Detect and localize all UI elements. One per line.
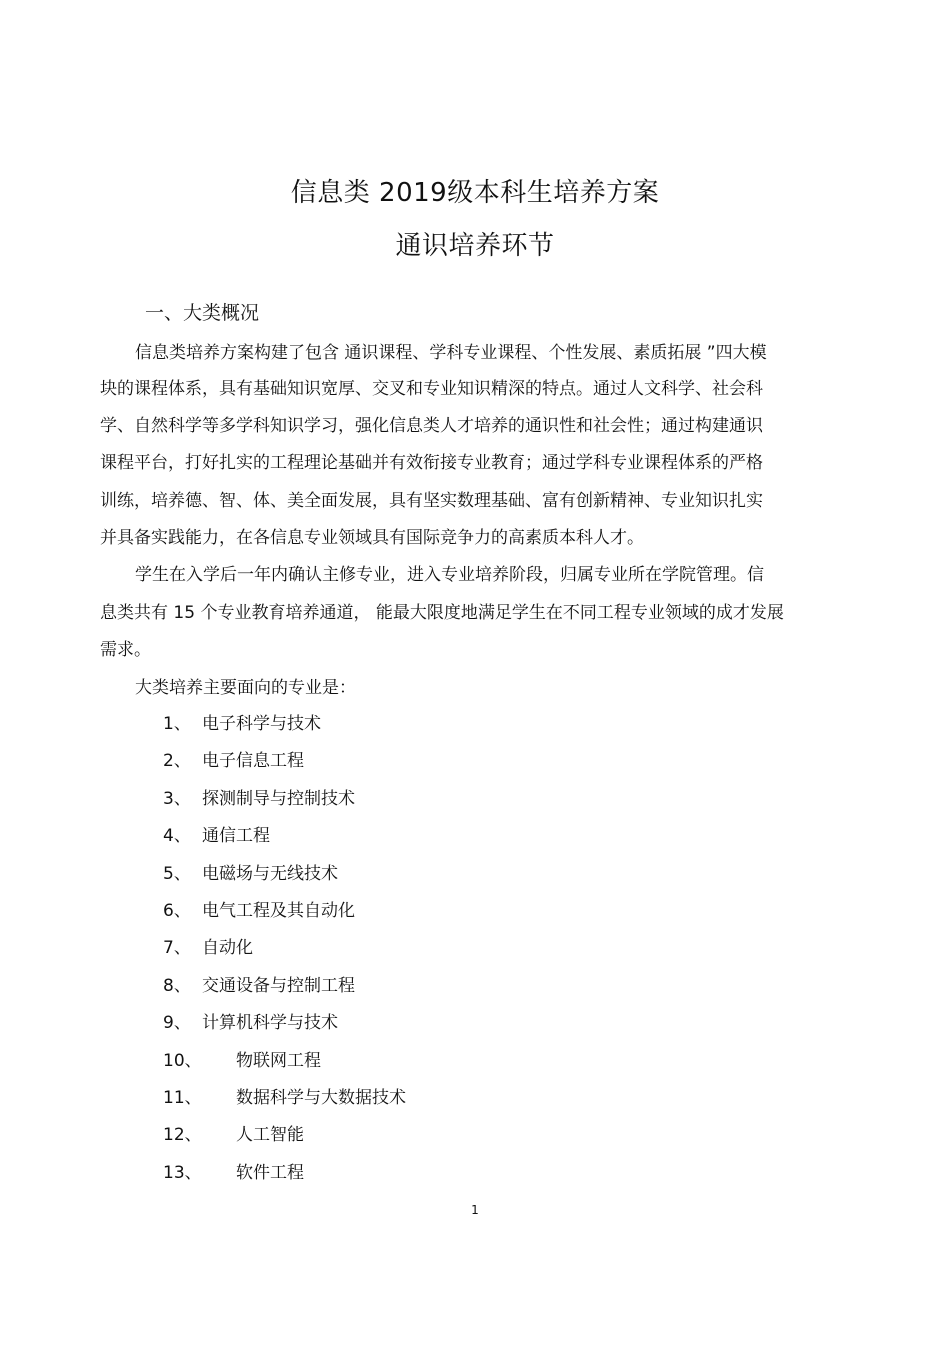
list-item-label: 物联网工程: [236, 1050, 321, 1071]
list-item-label: 计算机科学与技术: [202, 1013, 338, 1034]
list-item-label: 软件工程: [236, 1162, 304, 1183]
paragraph-line: 息类共有 15 个专业教育培养通道， 能最大限度地满足学生在不同工程专业领域的成才发展: [100, 603, 784, 623]
list-item-number: 4、: [163, 826, 191, 847]
list-item: [0, 862, 950, 899]
list-item: [0, 1161, 950, 1198]
paragraph-line: 课程平台，打好扎实的工程理论基础并有效衔接专业教育；通过学科专业课程体系的严格: [100, 453, 763, 473]
list-item: [0, 936, 950, 973]
majors-list: [0, 712, 950, 1198]
paragraph-line: 学、自然科学等多学科知识学习，强化信息类人才培养的通识性和社会性；通过构建通识: [100, 416, 763, 436]
list-item-label: 数据科学与大数据技术: [236, 1087, 406, 1108]
list-item-number: 13、: [163, 1162, 202, 1183]
list-item: [0, 1049, 950, 1086]
list-item: [0, 787, 950, 824]
paragraph-line: 训练，培养德、智、体、美全面发展，具有坚实数理基础、富有创新精神、专业知识扎实: [100, 491, 763, 511]
list-item-number: 12、: [163, 1125, 202, 1146]
list-item-number: 6、: [163, 900, 191, 921]
list-item-label: 电子信息工程: [202, 751, 304, 772]
paragraph-line: 信息类培养方案构建了包含 通识课程、学科专业课程、个性发展、素质拓展 ”四大模: [135, 343, 767, 363]
list-item-label: 交通设备与控制工程: [202, 975, 355, 996]
section-heading: 一、大类概况: [145, 302, 260, 324]
document-subtitle: 通识培养环节: [395, 231, 555, 261]
page-number: 1: [471, 1203, 479, 1217]
paragraph-line: 需求。: [100, 640, 151, 660]
list-item: [0, 1123, 950, 1160]
list-item: [0, 1086, 950, 1123]
list-item: [0, 974, 950, 1011]
list-item-label: 通信工程: [202, 826, 270, 847]
list-item-label: 电子科学与技术: [202, 714, 321, 734]
list-item: [0, 749, 950, 786]
paragraph-line: 学生在入学后一年内确认主修专业，进入专业培养阶段，归属专业所在学院管理。信: [135, 565, 764, 585]
list-item-label: 电气工程及其自动化: [202, 900, 355, 921]
list-intro: 大类培养主要面向的专业是：: [135, 678, 356, 698]
list-item-label: 人工智能: [236, 1125, 304, 1146]
list-item-number: 1、: [163, 714, 191, 734]
list-item-number: 11、: [163, 1087, 202, 1108]
list-item: [0, 824, 950, 861]
list-item-label: 探测制导与控制技术: [202, 788, 355, 809]
list-item: [0, 1011, 950, 1048]
list-item-number: 8、: [163, 975, 191, 996]
list-item-number: 3、: [163, 788, 191, 809]
list-item: [0, 712, 950, 749]
list-item-number: 10、: [163, 1050, 202, 1071]
list-item-label: 电磁场与无线技术: [202, 863, 338, 884]
list-item: [0, 899, 950, 936]
list-item-label: 自动化: [202, 938, 253, 959]
list-item-number: 7、: [163, 938, 191, 959]
list-item-number: 5、: [163, 863, 191, 884]
list-item-number: 2、: [163, 751, 191, 772]
paragraph-line: 块的课程体系，具有基础知识宽厚、交叉和专业知识精深的特点。通过人文科学、社会科: [100, 379, 763, 399]
list-item-number: 9、: [163, 1013, 191, 1034]
document-title: 信息类 2019级本科生培养方案: [290, 178, 660, 208]
paragraph-line: 并具备实践能力，在各信息专业领域具有国际竞争力的高素质本科人才。: [100, 528, 644, 548]
